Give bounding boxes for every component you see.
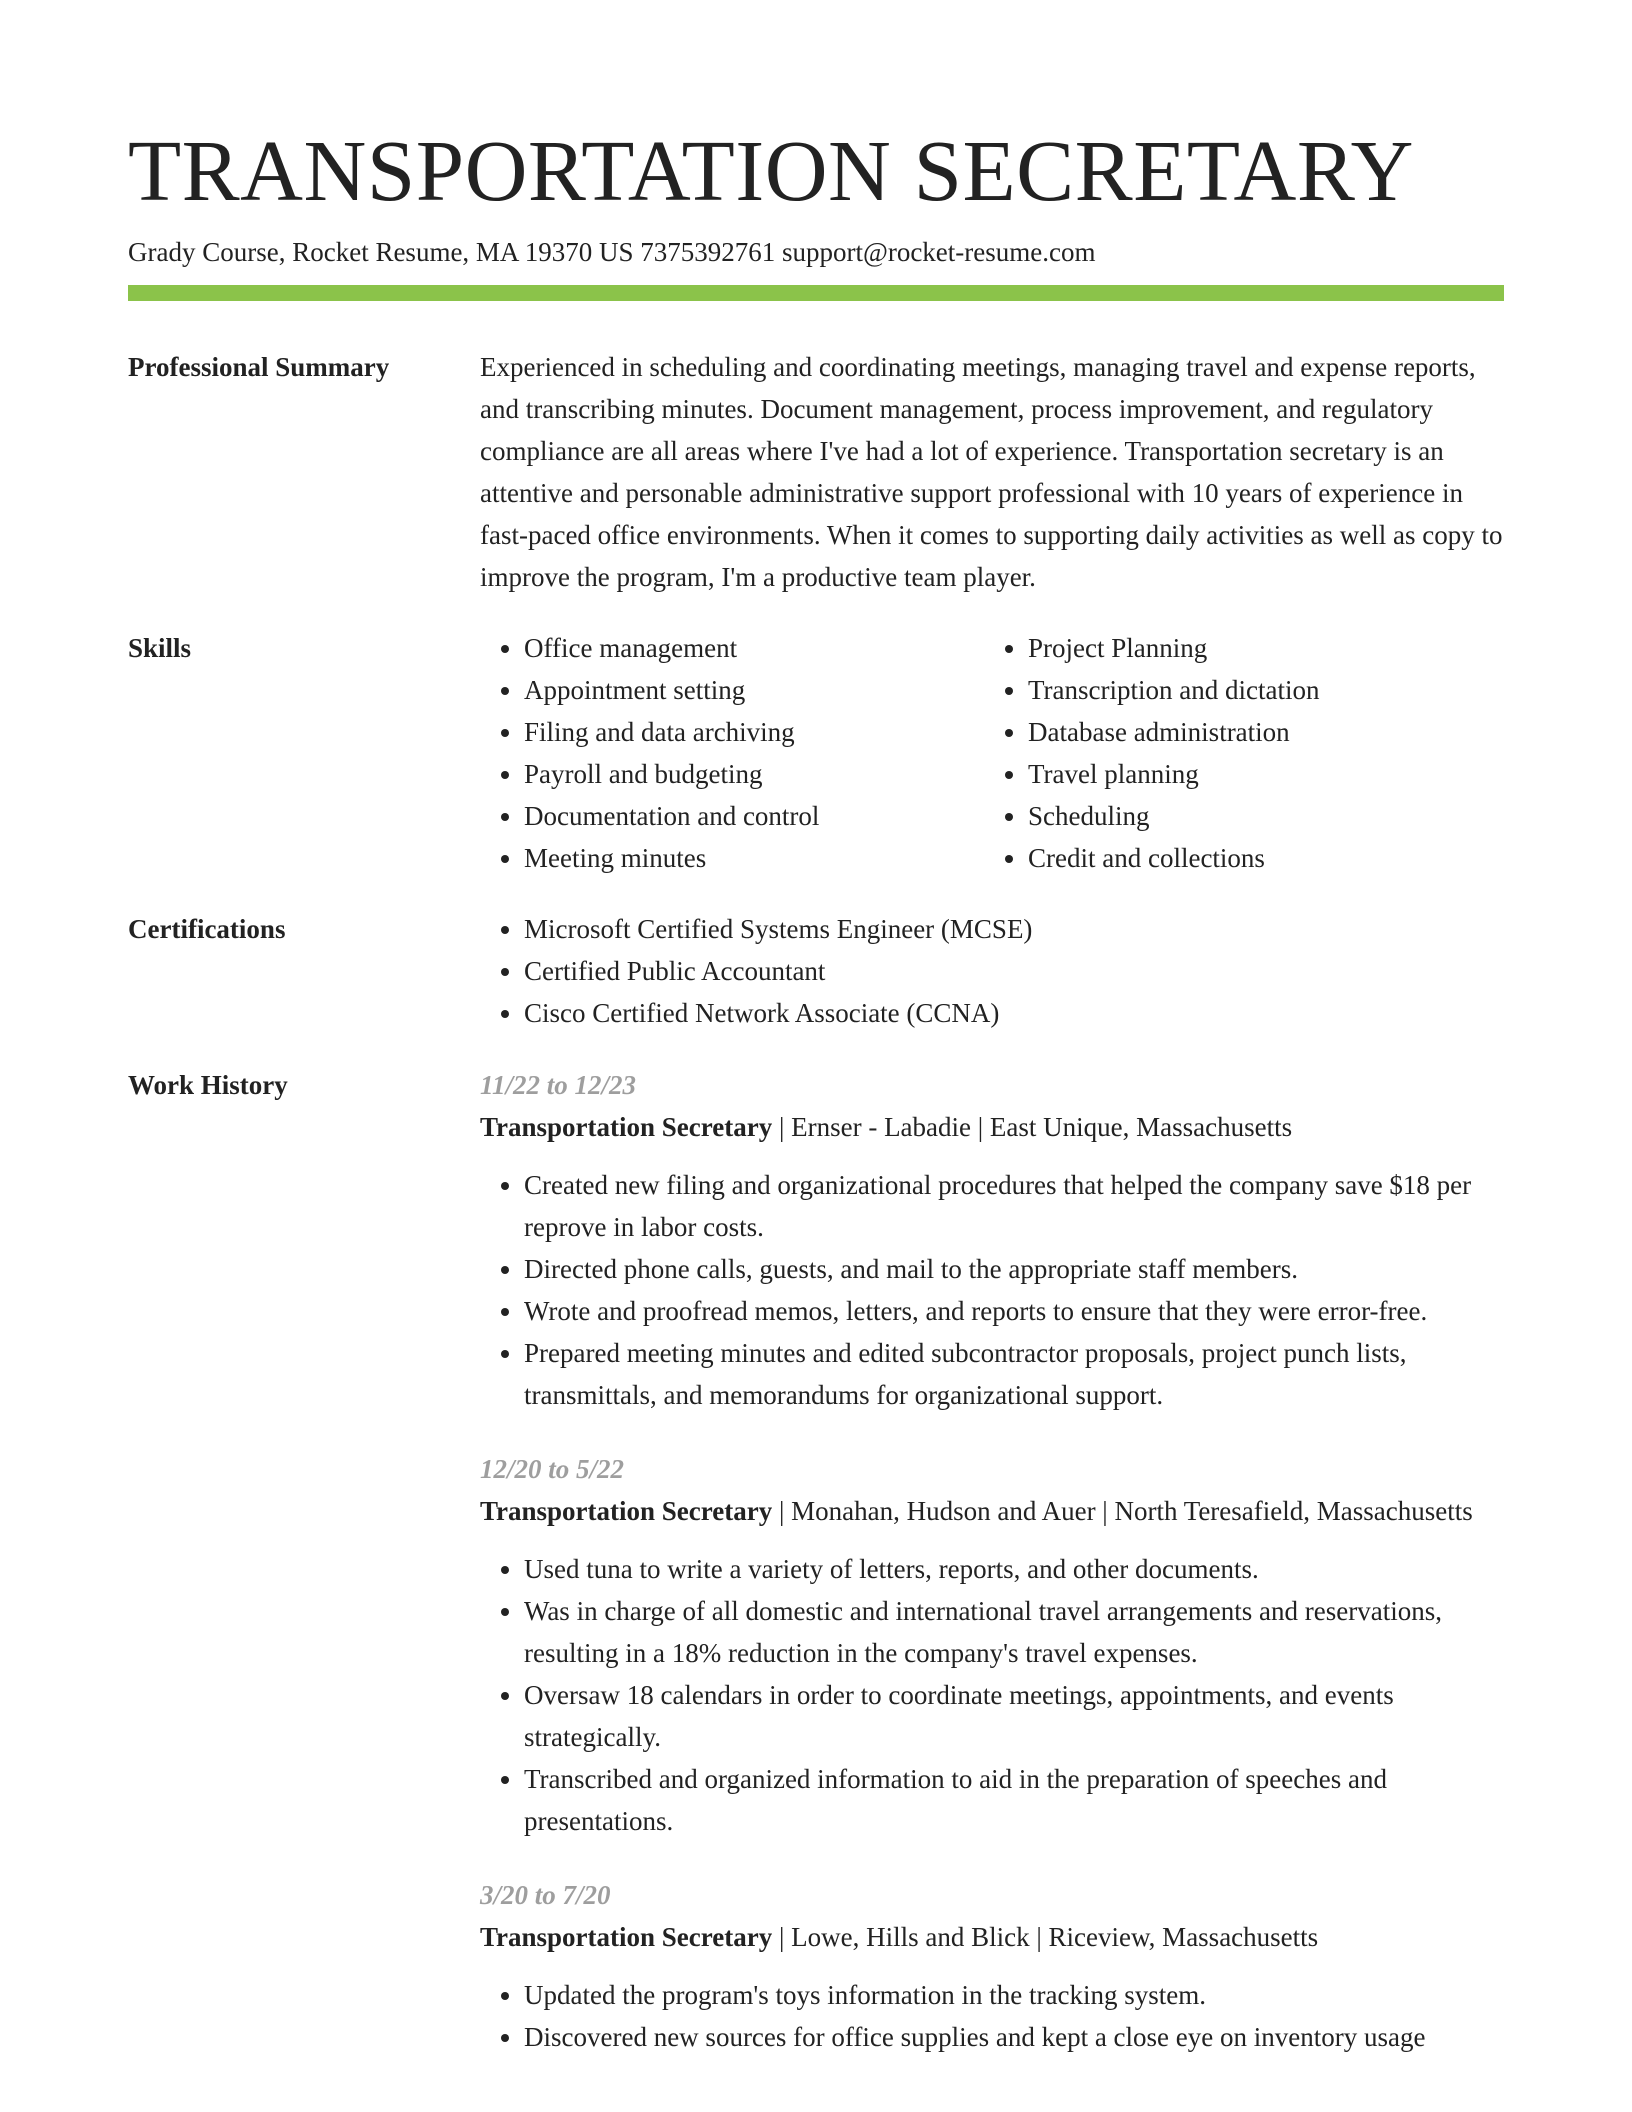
skill-item: • Appointment setting: [524, 669, 984, 711]
contact-line: Grady Course, Rocket Resume, MA 19370 US 7375392761 support@rocket-resume.com: [128, 237, 1096, 267]
work-history-section: [128, 1064, 1504, 2058]
job-bullet: • Updated the program's toys information in the tracking system.: [524, 1974, 1504, 2016]
skill-item: • Meeting minutes: [524, 837, 984, 879]
skills-heading: Skills: [128, 633, 192, 663]
job-dates: 12/20 to 5/22: [480, 1454, 625, 1484]
job-bullet: • Prepared meeting minutes and edited subcontractor proposals, project punch lists, transmittals, and memorandums for organizational support.: [524, 1332, 1504, 1416]
skill-item: • Scheduling: [1028, 795, 1488, 837]
resume-name: TRANSPORTATION SECRETARY: [128, 122, 1414, 219]
job-entry: [480, 1874, 1504, 2058]
job-title: Transportation Secretary: [480, 1922, 773, 1952]
skill-item: • Credit and collections: [1028, 837, 1488, 879]
skills-section: [128, 627, 1504, 879]
skill-item: • Travel planning: [1028, 753, 1488, 795]
job-title: Transportation Secretary: [480, 1112, 773, 1142]
job-bullet: • Directed phone calls, guests, and mail to the appropriate staff members.: [524, 1248, 1504, 1290]
skill-item: • Transcription and dictation: [1028, 669, 1488, 711]
job-dates: 11/22 to 12/23: [480, 1070, 637, 1100]
job-bullet: • Was in charge of all domestic and international travel arrangements and reservations, resulting in a 18% reduction in the company's travel expenses.: [524, 1590, 1504, 1674]
skills-grid: [480, 627, 1504, 879]
job-entry: [480, 1064, 1504, 1416]
skill-item: • Filing and data archiving: [524, 711, 984, 753]
job-details: | Ernser - Labadie | East Unique, Massachusetts: [772, 1112, 1293, 1142]
job-entry: [480, 1448, 1504, 1842]
skills-list-left: [480, 627, 984, 879]
accent-divider: [128, 285, 1504, 301]
job-bullets: [480, 1974, 1504, 2058]
summary-heading: Professional Summary: [128, 352, 390, 382]
skills-list-right: [984, 627, 1488, 879]
job-bullet: • Created new filing and organizational procedures that helped the company save $18 per reprove in labor costs.: [524, 1164, 1504, 1248]
skill-item: • Project Planning: [1028, 627, 1488, 669]
certifications-heading: Certifications: [128, 914, 286, 944]
certifications-list: [480, 908, 1504, 1034]
job-bullets: [480, 1548, 1504, 1842]
skill-item: • Database administration: [1028, 711, 1488, 753]
skill-item: • Office management: [524, 627, 984, 669]
certification-item: • Microsoft Certified Systems Engineer (MCSE): [524, 908, 1504, 950]
job-details: | Monahan, Hudson and Auer | North Teresafield, Massachusetts: [772, 1496, 1473, 1526]
job-details: | Lowe, Hills and Blick | Riceview, Massachusetts: [772, 1922, 1319, 1952]
summary-body: [480, 346, 1504, 598]
skill-item: • Documentation and control: [524, 795, 984, 837]
certifications-body: [480, 908, 1504, 1034]
resume-header: [128, 118, 1504, 272]
job-bullet: • Discovered new sources for office supplies and kept a close eye on inventory usage: [524, 2016, 1504, 2058]
job-bullet: • Oversaw 18 calendars in order to coordinate meetings, appointments, and events strategically.: [524, 1674, 1504, 1758]
job-heading: [480, 1106, 1504, 1148]
summary-section: [128, 346, 1504, 598]
skill-item: • Payroll and budgeting: [524, 753, 984, 795]
certification-item: • Cisco Certified Network Associate (CCNA): [524, 992, 1504, 1034]
job-bullet: • Wrote and proofread memos, letters, and reports to ensure that they were error-free.: [524, 1290, 1504, 1332]
job-heading: [480, 1916, 1504, 1958]
work-history-body: [480, 1064, 1504, 2058]
job-dates: 3/20 to 7/20: [480, 1880, 611, 1910]
job-bullets: [480, 1164, 1504, 1416]
certifications-section: [128, 908, 1504, 1034]
certification-item: • Certified Public Accountant: [524, 950, 1504, 992]
job-bullet: • Transcribed and organized information to aid in the preparation of speeches and presentations.: [524, 1758, 1504, 1842]
job-title: Transportation Secretary: [480, 1496, 773, 1526]
job-bullet: • Used tuna to write a variety of letters, reports, and other documents.: [524, 1548, 1504, 1590]
job-heading: [480, 1490, 1504, 1532]
work-history-heading: Work History: [128, 1070, 288, 1100]
summary-text: Experienced in scheduling and coordinating meetings, managing travel and expense reports, and transcribing minutes. Document management, process improvement, and regulatory compliance are all areas where I've had a lot of experience. Transportation secretary is an attentive and personable administrative support professional with 10 years of experience in fast-paced office environments. When it comes to supporting daily activities as well as copy to improve the program, I'm a productive team player.: [480, 352, 1503, 592]
